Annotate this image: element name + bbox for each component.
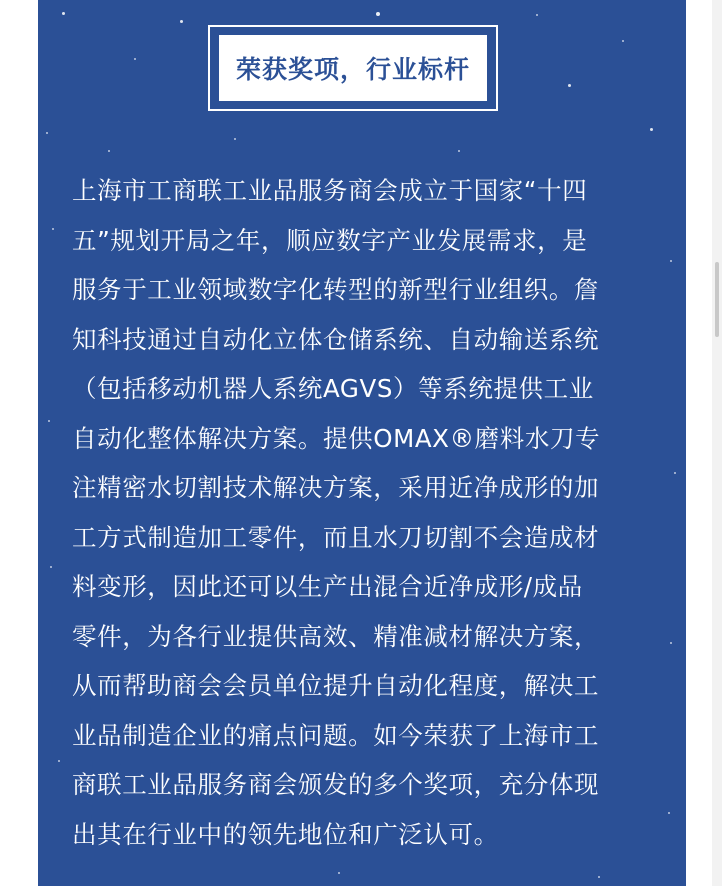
star-decoration: [46, 132, 48, 134]
body-line: 注精密水切割技术解决方案，采用近净成形的加: [72, 473, 600, 502]
star-decoration: [108, 150, 110, 152]
star-decoration: [670, 642, 672, 644]
body-line: 出其在行业中的领先地位和广泛认可。: [72, 819, 499, 849]
star-decoration: [134, 58, 136, 60]
star-decoration: [376, 12, 380, 16]
star-decoration: [50, 566, 52, 568]
body-line: 商联工业品服务商会颁发的多个奖项，充分体现: [72, 770, 600, 799]
title-frame: [208, 25, 498, 111]
star-decoration: [598, 876, 600, 878]
section-title: 荣获奖项，行业标杆: [235, 55, 470, 84]
body-line: 料变形，因此还可以生产出混合近净成形/成品: [72, 572, 583, 601]
body-line: 工方式制造加工零件，而且水刀切割不会造成材: [72, 522, 600, 552]
star-decoration: [670, 260, 672, 262]
body-paragraph: [72, 166, 654, 859]
title-box: [219, 35, 487, 101]
star-decoration: [48, 420, 50, 422]
star-decoration: [668, 812, 670, 814]
star-decoration: [338, 872, 340, 874]
body-line: 自动化整体解决方案。提供OMAX®磨料水刀专: [72, 423, 601, 453]
scrollbar-thumb[interactable]: [715, 262, 719, 337]
star-decoration: [458, 150, 460, 152]
star-decoration: [234, 138, 236, 140]
body-line: 知科技通过自动化立体仓储系统、自动输送系统: [72, 324, 600, 354]
star-decoration: [62, 12, 65, 15]
body-line: 零件，为各行业提供高效、精准减材解决方案，: [72, 621, 600, 651]
star-decoration: [58, 760, 60, 762]
body-line: 五”规划开局之年，顺应数字产业发展需求，是: [72, 225, 588, 255]
star-decoration: [674, 472, 676, 474]
body-line: 从而帮助商会会员单位提升自动化程度，解决工: [72, 671, 600, 700]
body-line: 上海市工商联工业品服务商会成立于国家“十四: [72, 176, 588, 205]
star-decoration: [650, 128, 653, 131]
body-line: （包括移动机器人系统AGVS）等系统提供工业: [72, 374, 594, 403]
body-line: 业品制造企业的痛点问题。如今荣获了上海市工: [72, 720, 600, 750]
star-decoration: [622, 40, 624, 42]
star-decoration: [180, 20, 183, 23]
star-decoration: [536, 14, 538, 16]
star-decoration: [52, 228, 54, 230]
scrollbar-track[interactable]: [712, 0, 722, 886]
body-line: 服务于工业领域数字化转型的新型行业组织。詹: [72, 275, 600, 304]
blue-starry-panel: [38, 0, 686, 886]
star-decoration: [568, 84, 571, 87]
